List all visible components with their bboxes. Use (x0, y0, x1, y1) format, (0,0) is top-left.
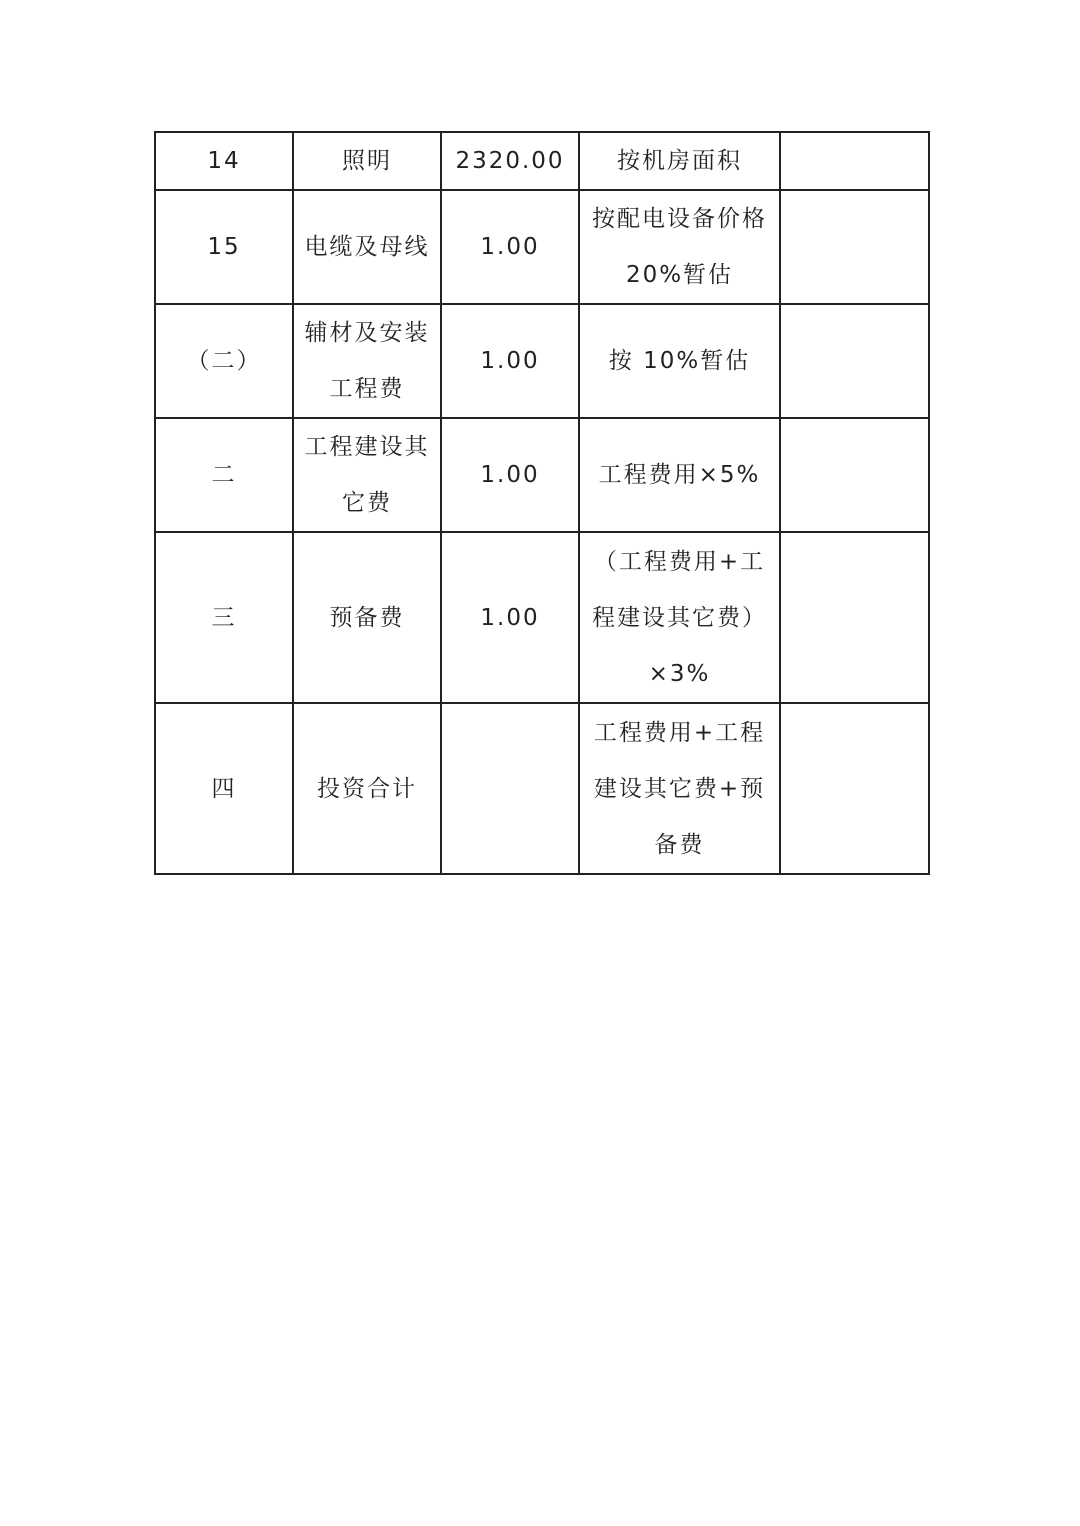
remark-cell (780, 532, 929, 703)
table-row (155, 132, 929, 190)
table-row (155, 532, 929, 703)
quantity-cell: 1.00 (441, 190, 579, 304)
item-name-cell (293, 132, 441, 190)
quantity-cell: 1.00 (441, 532, 579, 703)
item-name-line: 辅材及安装 (304, 320, 430, 346)
basis-line: （工程费用+工 (593, 548, 766, 575)
remark-cell (780, 132, 929, 190)
table-row (155, 190, 929, 304)
basis-cell (579, 304, 780, 418)
basis-line: 建设其它费+预 (593, 775, 766, 802)
table-row (155, 703, 929, 874)
item-name-line: 工程建设其 (304, 434, 430, 460)
basis-cell (579, 532, 780, 703)
quantity-cell: 1.00 (441, 304, 579, 418)
item-number-cell: 二 (155, 418, 293, 532)
item-name-cell (293, 304, 441, 418)
item-name-cell (293, 703, 441, 874)
basis-line: 按配电设备价格 (592, 206, 767, 232)
basis-line: 按机房面积 (617, 148, 742, 174)
basis-line: 按 10%暂估 (608, 348, 751, 374)
basis-cell (579, 703, 780, 874)
item-name-cell (293, 532, 441, 703)
item-number-cell: 14 (155, 132, 293, 190)
basis-line: 20%暂估 (625, 262, 734, 288)
item-name-line: 电缆及母线 (304, 234, 430, 260)
item-number-cell: （二） (155, 304, 293, 418)
remark-cell (780, 418, 929, 532)
item-name-cell (293, 418, 441, 532)
basis-cell (579, 418, 780, 532)
item-name-line: 预备费 (329, 604, 405, 631)
quantity-cell: 2320.00 (441, 132, 579, 190)
table-row (155, 304, 929, 418)
basis-line: 工程费用+工程 (593, 719, 766, 746)
item-number-cell: 三 (155, 532, 293, 703)
remark-cell (780, 304, 929, 418)
item-name-cell (293, 190, 441, 304)
investment-estimate-table (154, 131, 930, 875)
item-number-cell: 四 (155, 703, 293, 874)
basis-cell (579, 190, 780, 304)
basis-line: 工程费用×5% (598, 462, 761, 488)
remark-cell (780, 703, 929, 874)
quantity-cell: 1.00 (441, 418, 579, 532)
table-row (155, 418, 929, 532)
quantity-cell (441, 703, 579, 874)
basis-line: ×3% (648, 660, 711, 687)
item-name-line: 投资合计 (317, 775, 417, 802)
item-name-line: 照明 (342, 148, 392, 174)
basis-line: 备费 (654, 831, 705, 858)
remark-cell (780, 190, 929, 304)
item-name-line: 它费 (342, 490, 392, 516)
item-number-cell: 15 (155, 190, 293, 304)
basis-cell (579, 132, 780, 190)
basis-line: 程建设其它费） (592, 604, 767, 631)
item-name-line: 工程费 (329, 376, 405, 402)
